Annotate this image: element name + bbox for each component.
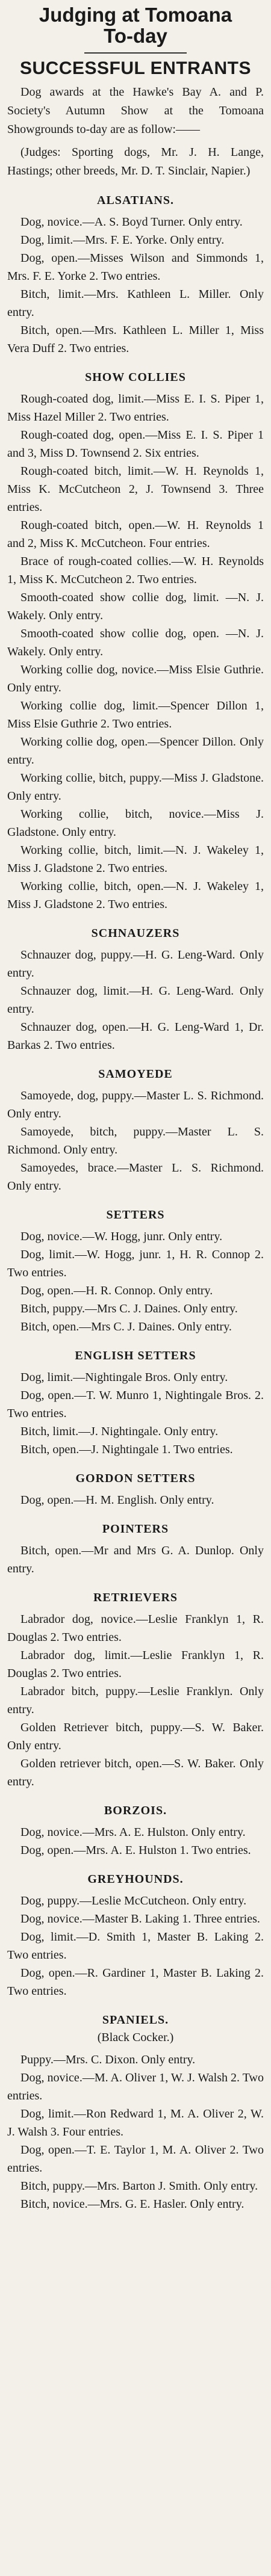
result-entry: Working collie dog, novice.—Miss Elsie Guthrie. Only entry.	[7, 663, 264, 695]
result-entry: Samoyedes, brace.—Master L. S. Richmond. Only entry.	[7, 1161, 264, 1193]
result-entry: Dog, novice.—Master B. Laking 1. Three entries.	[20, 1912, 260, 1926]
headline-line-2: To-day	[104, 24, 167, 47]
result-entry: Bitch, limit.—Mrs. Kathleen L. Miller. Only entry.	[7, 288, 264, 320]
judges-note: (Judges: Sporting dogs, Mr. J. H. Lange, Hastings; other breeds, Mr. D. T. Sinclair, Napier.)	[7, 146, 264, 178]
intro-paragraph: Dog awards at the Hawke's Bay A. and P. Society's Autumn Show at the Tomoana Showgrounds to-day are as follow:——	[7, 85, 264, 137]
result-entry: Golden Retriever bitch, puppy.—S. W. Baker. Only entry.	[7, 1721, 264, 1753]
result-entry: Dog, limit.—W. Hogg, junr. 1, H. R. Connop 2. Two entries.	[7, 1248, 264, 1280]
result-entry: Dog, open.—R. Gardiner 1, Master B. Laking 2. Two entries.	[7, 1966, 264, 1998]
result-entry: Dog, limit.—Mrs. F. E. Yorke. Only entry.	[20, 233, 225, 247]
result-entry: Puppy.—Mrs. C. Dixon. Only entry.	[20, 2053, 196, 2067]
result-entry: Working collie dog, limit.—Spencer Dillon 1, Miss Elsie Guthrie 2. Two entries.	[7, 699, 264, 731]
result-entry: Schnauzer dog, open.—H. G. Leng-Ward 1, Dr. Barkas 2. Two entries.	[7, 1021, 264, 1052]
result-entry: Rough-coated dog, limit.—Miss E. I. S. Piper 1, Miss Hazel Miller 2. Two entries.	[7, 392, 264, 424]
section-title: SHOW COLLIES	[85, 371, 186, 385]
result-entry: Dog, puppy.—Leslie McCutcheon. Only entry.	[20, 1894, 247, 1908]
section-title: SPANIELS.	[102, 2013, 169, 2027]
result-entry: Bitch, open.—J. Nightingale 1. Two entries.	[20, 1443, 233, 1457]
headline-rule	[84, 52, 187, 54]
result-entry: Dog, limit.—D. Smith 1, Master B. Laking 2. Two entries.	[7, 1930, 264, 1962]
subheadline: SUCCESSFUL ENTRANTS	[20, 58, 251, 79]
result-entry: Working collie, bitch, puppy.—Miss J. Gladstone. Only entry.	[7, 771, 264, 803]
result-entry: Working collie, bitch, novice.—Miss J. Gladstone. Only entry.	[7, 808, 264, 839]
result-entry: Dog, limit.—Nightingale Bros. Only entry.	[20, 1371, 228, 1385]
result-entry: Bitch, novice.—Mrs. G. E. Hasler. Only entry.	[20, 2198, 245, 2211]
result-entry: Rough-coated bitch, open.—W. H. Reynolds 1 and 2, Miss K. McCutcheon. Four entries.	[7, 519, 264, 551]
result-entry: Golden retriever bitch, open.—S. W. Baker. Only entry.	[7, 1757, 264, 1789]
result-entry: Labrador bitch, puppy.—Leslie Franklyn. Only entry.	[7, 1685, 264, 1717]
section-title: BORZOIS.	[104, 1804, 167, 1818]
result-entry: Working collie, bitch, open.—N. J. Wakeley 1, Miss J. Gladstone 2. Two entries.	[7, 880, 264, 912]
section-title: RETRIEVERS	[93, 1591, 178, 1605]
result-entry: Dog, novice.—W. Hogg, junr. Only entry.	[20, 1230, 223, 1244]
result-entry: Smooth-coated show collie dog, limit. —N. J. Wakely. Only entry.	[7, 591, 264, 623]
section-title: SCHNAUZERS	[91, 927, 180, 941]
result-entry: Bitch, puppy.—Mrs. Barton J. Smith. Only entry.	[20, 2179, 258, 2193]
result-entry: Dog, novice.—A. S. Boyd Turner. Only entry.	[20, 215, 243, 229]
result-entry: Schnauzer dog, puppy.—H. G. Leng-Ward. Only entry.	[7, 948, 264, 980]
result-entry: Labrador dog, limit.—Leslie Franklyn 1, R. Douglas 2. Two entries.	[7, 1649, 264, 1681]
results-sections	[7, 191, 264, 2213]
result-entry: Dog, novice.—Mrs. A. E. Hulston. Only entry.	[20, 1826, 246, 1839]
result-entry: Dog, open.—H. R. Connop. Only entry.	[20, 1284, 213, 1298]
result-entry: Samoyede, bitch, puppy.—Master L. S. Richmond. Only entry.	[7, 1125, 264, 1157]
result-entry: Dog, limit.—Ron Redward 1, M. A. Oliver 2, W. J. Walsh 3. Four entries.	[7, 2107, 264, 2139]
result-entry: Bitch, open.—Mrs C. J. Daines. Only entry.	[20, 1320, 232, 1334]
result-entry: Working collie dog, open.—Spencer Dillon. Only entry.	[7, 735, 264, 767]
result-entry: Brace of rough-coated collies.—W. H. Reynolds 1, Miss K. McCutcheon 2. Two entries.	[7, 555, 264, 587]
result-entry: Labrador dog, novice.—Leslie Franklyn 1, R. Douglas 2. Two entries.	[7, 1613, 264, 1645]
result-entry: Bitch, limit.—J. Nightingale. Only entry.	[20, 1425, 219, 1439]
result-entry: Bitch, puppy.—Mrs C. J. Daines. Only entry.	[20, 1302, 238, 1316]
section-title: GORDON SETTERS	[75, 1472, 196, 1486]
result-entry: Bitch, open.—Mr and Mrs G. A. Dunlop. Only entry.	[7, 1544, 264, 1576]
result-entry: Dog, novice.—M. A. Oliver 1, W. J. Walsh 2. Two entries.	[7, 2071, 264, 2103]
result-entry: Bitch, open.—Mrs. Kathleen L. Miller 1, Miss Vera Duff 2. Two entries.	[7, 324, 264, 356]
section-title: GREYHOUNDS.	[87, 1873, 184, 1886]
result-entry: Working collie, bitch, limit.—N. J. Wakeley 1, Miss J. Gladstone 2. Two entries.	[7, 844, 264, 876]
section-title: SAMOYEDE	[98, 1067, 173, 1081]
result-entry: Smooth-coated show collie dog, open. —N. J. Wakely. Only entry.	[7, 627, 264, 659]
headline-line-1: Judging at Tomoana	[39, 4, 232, 26]
section-title: POINTERS	[102, 1522, 169, 1536]
section-title: ENGLISH SETTERS	[75, 1349, 196, 1363]
result-entry: Samoyede, dog, puppy.—Master L. S. Richmond. Only entry.	[7, 1089, 264, 1121]
section-subtitle: (Black Cocker.)	[97, 2031, 174, 2045]
result-entry: Rough-coated dog, open.—Miss E. I. S. Piper 1 and 3, Miss D. Townsend 2. Six entries.	[7, 428, 264, 460]
result-entry: Dog, open.—H. M. English. Only entry.	[20, 1493, 214, 1507]
result-entry: Dog, open.—T. E. Taylor 1, M. A. Oliver 2. Two entries.	[7, 2143, 264, 2175]
result-entry: Rough-coated bitch, limit.—W. H. Reynolds 1, Miss K. McCutcheon 2, J. Townsend 3. Three entries.	[7, 465, 264, 514]
result-entry: Schnauzer dog, limit.—H. G. Leng-Ward. Only entry.	[7, 984, 264, 1016]
result-entry: Dog, open.—T. W. Munro 1, Nightingale Bros. 2. Two entries.	[7, 1389, 264, 1421]
result-entry: Dog, open.—Misses Wilson and Simmonds 1, Mrs. F. E. Yorke 2. Two entries.	[7, 252, 264, 283]
section-title: ALSATIANS.	[97, 194, 174, 208]
section-title: SETTERS	[106, 1208, 165, 1222]
headline	[7, 5, 264, 46]
result-entry: Dog, open.—Mrs. A. E. Hulston 1. Two entries.	[20, 1844, 251, 1858]
